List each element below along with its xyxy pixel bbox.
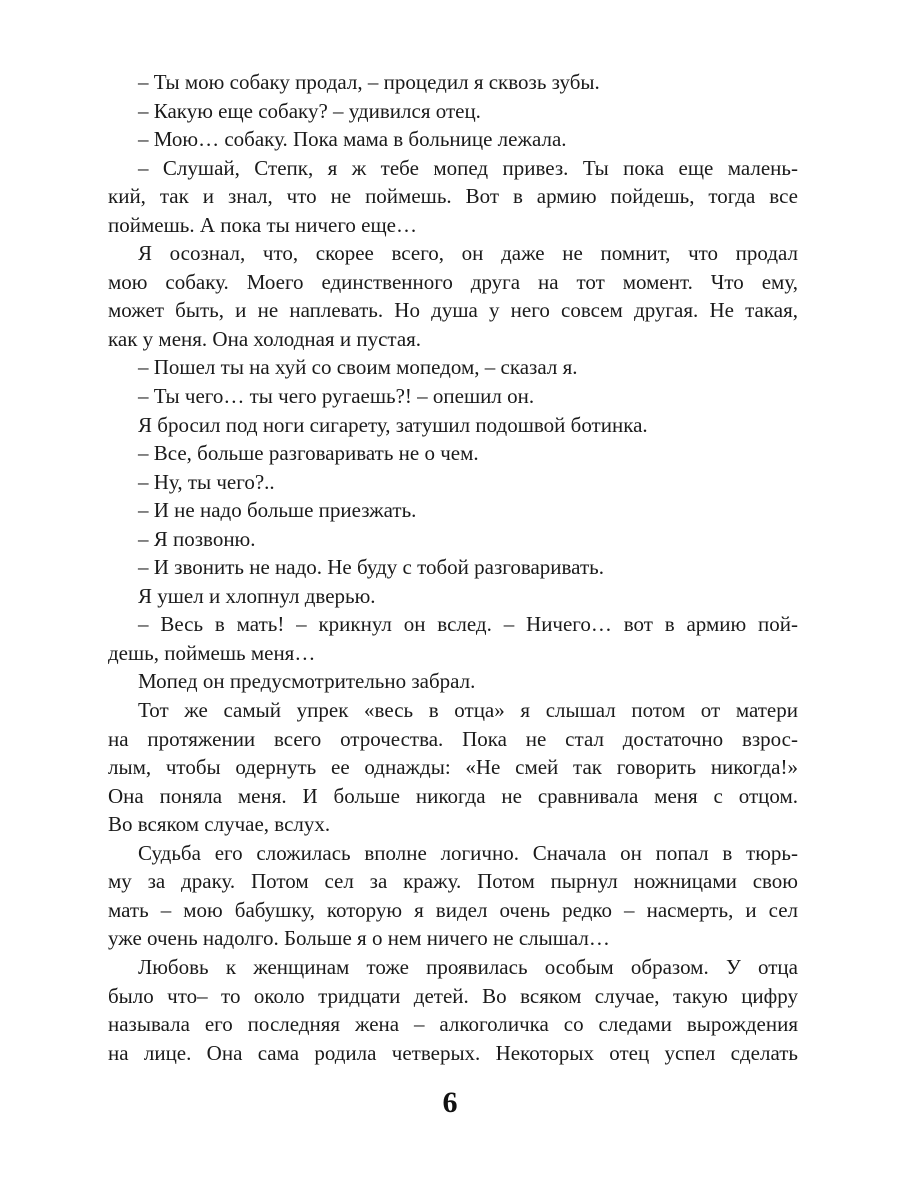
paragraph xyxy=(108,667,798,696)
text-line: – Ты мою собаку продал, – процедил я сквозь зубы. xyxy=(138,70,600,94)
text-line: – Я позвоню. xyxy=(138,526,256,551)
paragraph xyxy=(108,239,798,353)
text-line: Я осознал, что, скорее всего, он даже не помнит, что продал xyxy=(138,241,798,266)
text-line: уже очень надолго. Больше я о нем ничего не слышал… xyxy=(108,926,610,951)
paragraph xyxy=(108,97,798,126)
paragraph xyxy=(108,839,798,953)
paragraph xyxy=(108,610,798,667)
text-line: Тот же самый упрек «весь в отца» я слышал потом от матери xyxy=(138,698,798,723)
text-line: поймешь. А пока ты ничего еще… xyxy=(108,212,417,237)
paragraph xyxy=(108,468,798,497)
text-line: Любовь к женщинам тоже проявилась особым образом. У отца xyxy=(138,954,798,979)
paragraph xyxy=(108,953,798,1067)
paragraph xyxy=(108,439,798,468)
text-line: Судьба его сложилась вполне логично. Сначала он попал в тюрь- xyxy=(138,840,798,865)
text-line: му за драку. Потом сел за кражу. Потом пырнул ножницами свою xyxy=(108,869,798,894)
paragraph xyxy=(108,496,798,525)
paragraph xyxy=(108,582,798,611)
text-line: – И не надо больше приезжать. xyxy=(138,498,417,523)
paragraph xyxy=(108,525,798,554)
text-line: – Пошел ты на хуй со своим мопедом, – сказал я. xyxy=(138,355,578,380)
text-line: Во всяком случае, вслух. xyxy=(108,812,331,837)
text-line: – И звонить не надо. Не буду с тобой разговаривать. xyxy=(138,555,604,580)
paragraph xyxy=(108,696,798,839)
text-line: – Ну, ты чего?.. xyxy=(138,469,275,494)
text-line: – Мою… собаку. Пока мама в больнице лежала. xyxy=(138,127,567,152)
text-line: Она поняла меня. И больше никогда не сравнивала меня с отцом. xyxy=(108,783,798,808)
page-number: 6 xyxy=(442,1086,458,1119)
text-line: называла его последняя жена – алкоголичка со следами вырождения xyxy=(108,1012,798,1037)
text-line: – Все, больше разговаривать не о чем. xyxy=(138,441,479,466)
text-line: кий, так и знал, что не поймешь. Вот в армию пойдешь, тогда все xyxy=(108,184,798,209)
text-line: Я ушел и хлопнул дверью. xyxy=(138,583,376,608)
text-line: как у меня. Она холодная и пустая. xyxy=(108,326,422,351)
paragraph xyxy=(108,125,798,154)
text-line: Мопед он предусмотрительно забрал. xyxy=(138,669,476,694)
paragraph xyxy=(108,382,798,411)
text-line: – Какую еще собаку? – удивился отец. xyxy=(138,98,481,123)
text-line: Я бросил под ноги сигарету, затушил подошвой ботинка. xyxy=(138,412,648,437)
text-line: на лице. Она сама родила четверых. Некоторых отец успел сделать xyxy=(108,1040,798,1065)
text-line: – Весь в мать! – крикнул он вслед. – Ничего… вот в армию пой- xyxy=(138,612,798,637)
paragraph xyxy=(108,353,798,382)
paragraph xyxy=(108,411,798,440)
text-line: было что– то около тридцати детей. Во всяком случае, такую цифру xyxy=(108,983,798,1008)
paragraph xyxy=(108,154,798,240)
text-line: – Ты чего… ты чего ругаешь?! – опешил он. xyxy=(138,384,535,409)
text-line: дешь, поймешь меня… xyxy=(108,640,316,665)
text-line: на протяжении всего отрочества. Пока не стал достаточно взрос- xyxy=(108,726,798,751)
text-line: мою собаку. Моего единственного друга на тот момент. Что ему, xyxy=(108,269,798,294)
paragraph xyxy=(108,553,798,582)
paragraph xyxy=(108,68,798,97)
text-line: лым, чтобы одернуть ее однажды: «Не смей так говорить никогда!» xyxy=(108,755,798,780)
book-page-text xyxy=(108,68,798,1067)
text-line: может быть, и не наплевать. Но душа у него совсем другая. Не такая, xyxy=(108,298,798,323)
text-line: – Слушай, Степк, я ж тебе мопед привез. Ты пока еще малень- xyxy=(138,155,798,180)
text-line: мать – мою бабушку, которую я видел очень редко – насмерть, и сел xyxy=(108,897,798,922)
